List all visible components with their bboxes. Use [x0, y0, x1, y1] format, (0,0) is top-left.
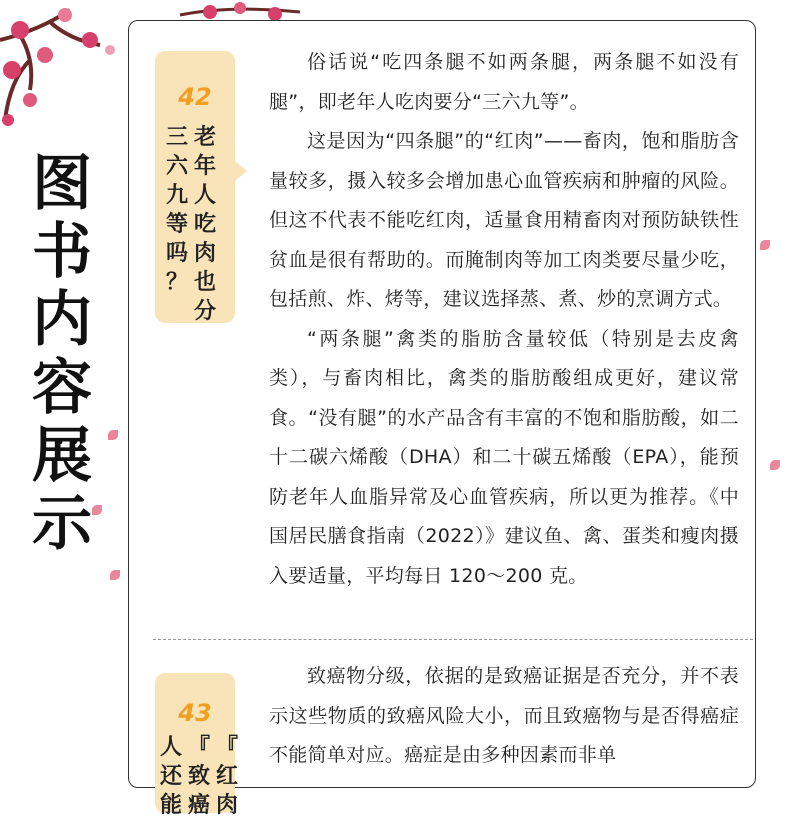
question-title-char: 人 [159, 735, 182, 760]
question-title-char: 『 [187, 735, 210, 760]
question-title-char: 红 [215, 764, 238, 789]
question-number: 43 [178, 699, 212, 727]
side-title-char: 展 [32, 421, 92, 491]
petal-icon [108, 430, 118, 440]
side-title-char: 图 [32, 149, 92, 219]
petal-icon [760, 240, 770, 250]
question-title-column [165, 123, 189, 326]
question-title-char: 六 [165, 154, 188, 179]
petal-icon [110, 570, 120, 580]
question-title-char: 肉 [193, 241, 216, 266]
question-title-column [193, 123, 217, 326]
question-number: 42 [178, 83, 212, 111]
question-title-char: 年 [193, 154, 216, 179]
question-title-column [159, 733, 183, 820]
question-title-char: 吃 [193, 212, 216, 237]
paragraph: 俗话说“吃四条腿不如两条腿，两条腿不如没有腿”，即老年人吃肉要分“三六九等”。 [269, 51, 739, 113]
question-title [159, 733, 239, 820]
question-title-char: 致 [187, 764, 210, 789]
question-title-char: 三 [165, 125, 188, 150]
question-title-char: 还 [159, 764, 182, 789]
side-title-char: 容 [32, 353, 92, 423]
question-title-char: 分 [193, 299, 216, 324]
question-title-char: 等 [165, 212, 188, 237]
question-title-char: 人 [193, 183, 216, 208]
question-title-char: 『 [215, 735, 238, 760]
question-tag-43 [155, 673, 238, 818]
question-title-char: ？ [165, 270, 188, 295]
section-divider [153, 639, 753, 640]
question-title-char: 老 [193, 125, 216, 150]
question-title-char: 也 [193, 270, 216, 295]
question-tag-42 [155, 51, 235, 323]
question-title-char: 能 [159, 793, 182, 818]
paragraph: “两条腿”禽类的脂肪含量较低（特别是去皮禽类），与畜肉相比，禽类的脂肪酸组成更好，建议常食。“没有腿”的水产品含有丰富的不饱和脂肪酸，如二十二碳六烯酸（DHA）和二十碳五烯酸（EPA），能预防老年人血脂异常及心血管疾病，所以更为推荐。《中国居民膳食指南（2022）》建议鱼、禽、蛋类和瘦肉摄入要适量，平均每日 120～200 克。 [269, 327, 739, 587]
answer-text-42 [269, 43, 739, 596]
petal-icon [770, 460, 780, 470]
question-title-column [215, 733, 239, 820]
question-title-char: 九 [165, 183, 188, 208]
question-title [165, 123, 217, 326]
side-title-char: 内 [32, 285, 92, 355]
tag-pointer [235, 161, 247, 181]
question-title-char: 吗 [165, 241, 188, 266]
answer-text-43 [269, 657, 739, 776]
content-card [128, 20, 756, 818]
paragraph: 致癌物分级，依据的是致癌证据是否充分，并不表示这些物质的致癌风险大小，而且致癌物与是否得癌症不能简单对应。癌症是由多种因素而非单 [269, 665, 739, 766]
question-title-char: 癌 [187, 793, 210, 818]
question-title-column [187, 733, 211, 820]
paragraph: 这是因为“四条腿”的“红肉”——畜肉，饱和脂肪含量较多，摄入较多会增加患心血管疾病和肿瘤的风险。但这不代表不能吃红肉，适量食用精畜肉对预防缺铁性贫血是很有帮助的。而腌制肉等加工肉类要尽量少吃，包括煎、炸、烤等，建议选择蒸、煮、炒的烹调方式。 [269, 130, 739, 310]
question-title-char: 肉 [215, 793, 238, 818]
side-title-char: 示 [32, 489, 92, 559]
side-title-char: 书 [32, 217, 92, 287]
side-title [22, 150, 102, 558]
